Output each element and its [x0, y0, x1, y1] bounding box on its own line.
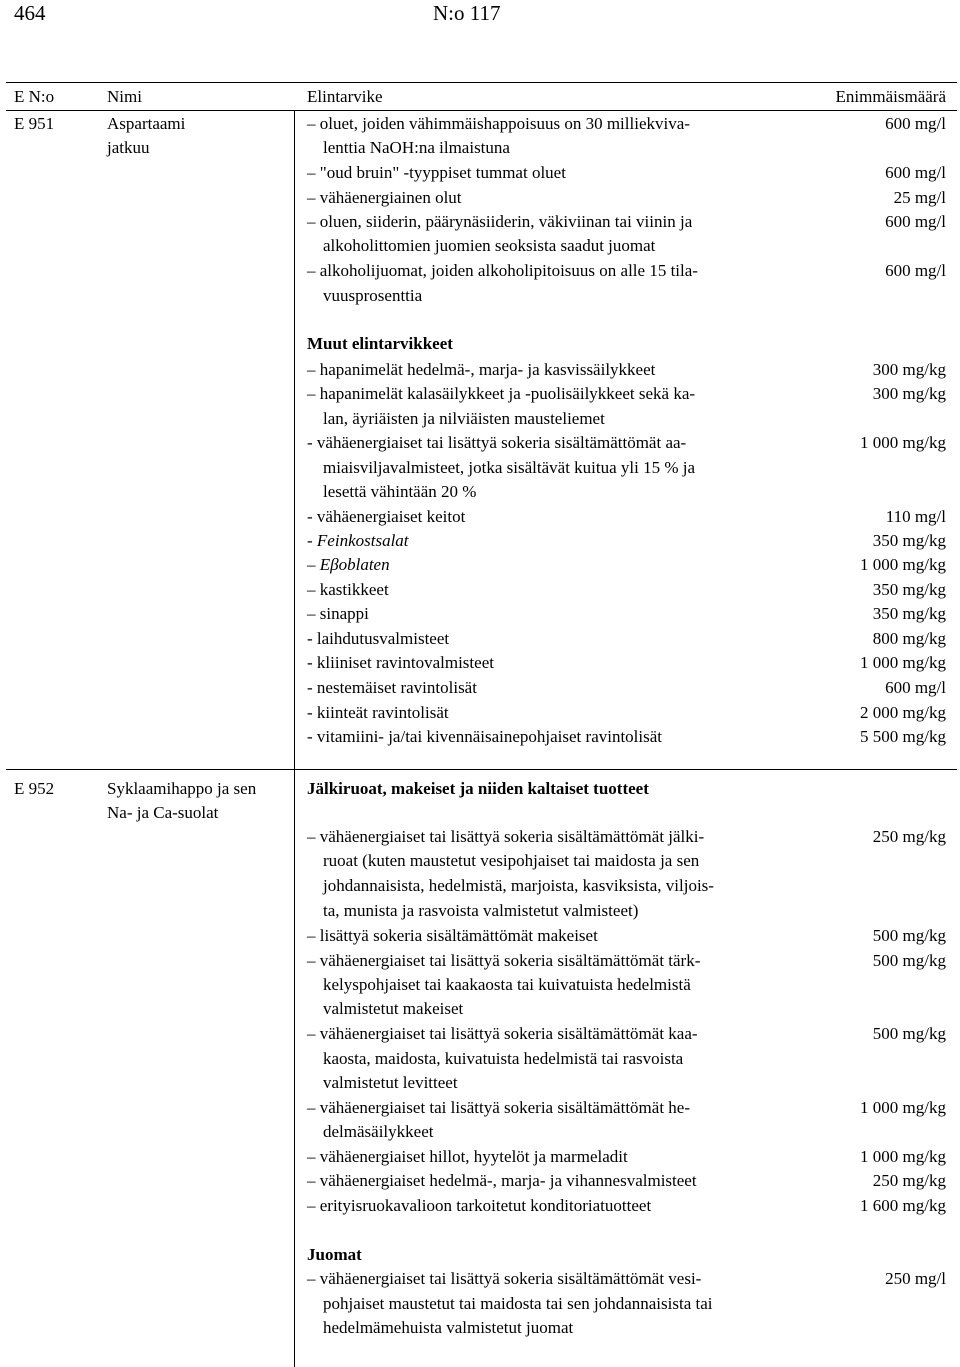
- food-item-text: – vähäenergiainen olut: [307, 188, 462, 207]
- max-amount-value: 110 mg/l: [885, 507, 946, 526]
- food-item-text: hedelmämehuista valmistetut juomat: [323, 1318, 574, 1337]
- max-amount-value: 350 mg/kg: [872, 580, 946, 599]
- max-amount-value: 250 mg/l: [885, 1269, 946, 1288]
- food-item-text: – lisättyä sokeria sisältämättömät makeiset: [307, 926, 598, 945]
- column-divider: [294, 110, 295, 1367]
- food-item-text: – vähäenergiaiset tai lisättyä sokeria sisältämättömät jälki-: [307, 827, 705, 846]
- max-amount-value: 1 000 mg/kg: [860, 1147, 946, 1166]
- header-code: E N:o: [14, 87, 55, 106]
- header-bottom-rule: [6, 110, 957, 111]
- food-item-text: – vähäenergiaiset tai lisättyä sokeria sisältämättömät kaa-: [307, 1024, 698, 1043]
- food-item-text: – oluet, joiden vähimmäishappoisuus on 30 milliekviva-: [307, 114, 690, 133]
- food-item-text: - nestemäiset ravintolisät: [307, 678, 477, 697]
- max-amount-value: 500 mg/kg: [872, 926, 946, 945]
- max-amount-value: 2 000 mg/kg: [860, 703, 946, 722]
- header-name: Nimi: [107, 87, 142, 106]
- max-amount-value: 600 mg/l: [885, 261, 946, 280]
- food-item-text: lesettä vähintään 20 %: [323, 482, 477, 501]
- food-item-text: johdannaisista, hedelmistä, marjoista, kasviksista, viljois-: [323, 876, 714, 895]
- header-food: Elintarvike: [307, 87, 383, 106]
- header-max: Enimmäismäärä: [835, 87, 946, 106]
- food-item-text: pohjaiset maustetut tai maidosta tai sen johdannaisista tai: [323, 1294, 713, 1313]
- food-item-text: – vähäenergiaiset hillot, hyytelöt ja marmeladit: [307, 1147, 628, 1166]
- max-amount-value: 600 mg/l: [885, 212, 946, 231]
- food-item-text: – vähäenergiaiset tai lisättyä sokeria sisältämättömät he-: [307, 1098, 690, 1117]
- food-item-text: - laihdutusvalmisteet: [307, 629, 450, 648]
- e951-code: E 951: [14, 114, 55, 133]
- max-amount-value: 1 000 mg/kg: [860, 653, 946, 672]
- food-item-text: – hapanimelät kalasäilykkeet ja -puolisäilykkeet sekä ka-: [307, 384, 696, 403]
- max-amount-value: 300 mg/kg: [872, 384, 946, 403]
- max-amount-value: 350 mg/kg: [872, 531, 946, 550]
- max-amount-value: 500 mg/kg: [872, 1024, 946, 1043]
- food-item-text: miaisviljavalmisteet, jotka sisältävät kuitua yli 15 % ja: [323, 458, 696, 477]
- food-item-text: – kastikkeet: [307, 580, 389, 599]
- max-amount-value: 350 mg/kg: [872, 604, 946, 623]
- food-item-text: - kiinteät ravintolisät: [307, 703, 449, 722]
- food-item-text: - kliiniset ravintovalmisteet: [307, 653, 494, 672]
- food-item-text: – vähäenergiaiset tai lisättyä sokeria sisältämättömät vesi-: [307, 1269, 702, 1288]
- food-item-text: kaosta, maidosta, kuivatuista hedelmistä tai rasvoista: [323, 1049, 684, 1068]
- food-item-text: alkoholittomien juomien seoksista saadut juomat: [323, 236, 656, 255]
- category-heading: Muut elintarvikkeet: [307, 334, 453, 353]
- food-item-text: – erityisruokavalioon tarkoitetut konditoriatuotteet: [307, 1196, 652, 1215]
- max-amount-value: 800 mg/kg: [872, 629, 946, 648]
- food-item-text: - vähäenergiaiset keitot: [307, 507, 466, 526]
- max-amount-value: 1 000 mg/kg: [860, 1098, 946, 1117]
- issue-number: N:o 117: [433, 1, 501, 25]
- max-amount-value: 250 mg/kg: [872, 1171, 946, 1190]
- food-item-text: – "oud bruin" -tyyppiset tummat oluet: [307, 163, 566, 182]
- e952-name: Syklaamihappo ja sen: [107, 779, 257, 798]
- food-item-text: lan, äyriäisten ja nilviäisten mausteliemet: [323, 409, 605, 428]
- e952-code: E 952: [14, 779, 55, 798]
- food-item-text: - Feinkostsalat: [307, 531, 409, 550]
- max-amount-value: 600 mg/l: [885, 678, 946, 697]
- food-item-text: – Eβoblaten: [307, 555, 390, 574]
- max-amount-value: 500 mg/kg: [872, 951, 946, 970]
- table-top-rule: [6, 82, 957, 83]
- max-amount-value: 300 mg/kg: [872, 360, 946, 379]
- food-item-text: vuusprosenttia: [323, 286, 423, 305]
- max-amount-value: 250 mg/kg: [872, 827, 946, 846]
- food-item-text: kelyspohjaiset tai kaakaosta tai kuivatuista hedelmistä: [323, 975, 691, 994]
- food-item-text: ta, munista ja rasvoista valmistetut valmisteet): [323, 901, 639, 920]
- food-item-text: lenttia NaOH:na ilmaistuna: [323, 138, 510, 157]
- food-item-text: valmistetut makeiset: [323, 999, 464, 1018]
- max-amount-value: 1 000 mg/kg: [860, 433, 946, 452]
- food-item-text: - vitamiini- ja/tai kivennäisainepohjaiset ravintolisät: [307, 727, 663, 746]
- food-item-text: – vähäenergiaiset hedelmä-, marja- ja vihannesvalmisteet: [307, 1171, 697, 1190]
- max-amount-value: 25 mg/l: [893, 188, 946, 207]
- page-number: 464: [14, 1, 46, 25]
- section-divider-rule: [6, 769, 957, 770]
- max-amount-value: 1 000 mg/kg: [860, 555, 946, 574]
- food-item-text: valmistetut levitteet: [323, 1073, 458, 1092]
- food-item-text: ruoat (kuten maustetut vesipohjaiset tai maidosta ja sen: [323, 851, 700, 870]
- max-amount-value: 1 600 mg/kg: [860, 1196, 946, 1215]
- category-heading: Jälkiruoat, makeiset ja niiden kaltaiset tuotteet: [307, 779, 649, 798]
- category-heading: Juomat: [307, 1245, 362, 1264]
- e952-name-continued: Na- ja Ca-suolat: [107, 803, 219, 822]
- e951-name-continued: jatkuu: [107, 138, 150, 157]
- food-item-text: – oluen, siiderin, päärynäsiiderin, väkiviinan tai viinin ja: [307, 212, 693, 231]
- max-amount-value: 5 500 mg/kg: [860, 727, 946, 746]
- max-amount-value: 600 mg/l: [885, 163, 946, 182]
- e951-name: Aspartaami: [107, 114, 186, 133]
- food-item-text: – hapanimelät hedelmä-, marja- ja kasvissäilykkeet: [307, 360, 656, 379]
- food-item-text: – vähäenergiaiset tai lisättyä sokeria sisältämättömät tärk-: [307, 951, 701, 970]
- food-item-text: - vähäenergiaiset tai lisättyä sokeria sisältämättömät aa-: [307, 433, 687, 452]
- max-amount-value: 600 mg/l: [885, 114, 946, 133]
- food-item-text: – sinappi: [307, 604, 369, 623]
- food-item-text: – alkoholijuomat, joiden alkoholipitoisuus on alle 15 tila-: [307, 261, 698, 280]
- food-item-text: delmäsäilykkeet: [323, 1122, 434, 1141]
